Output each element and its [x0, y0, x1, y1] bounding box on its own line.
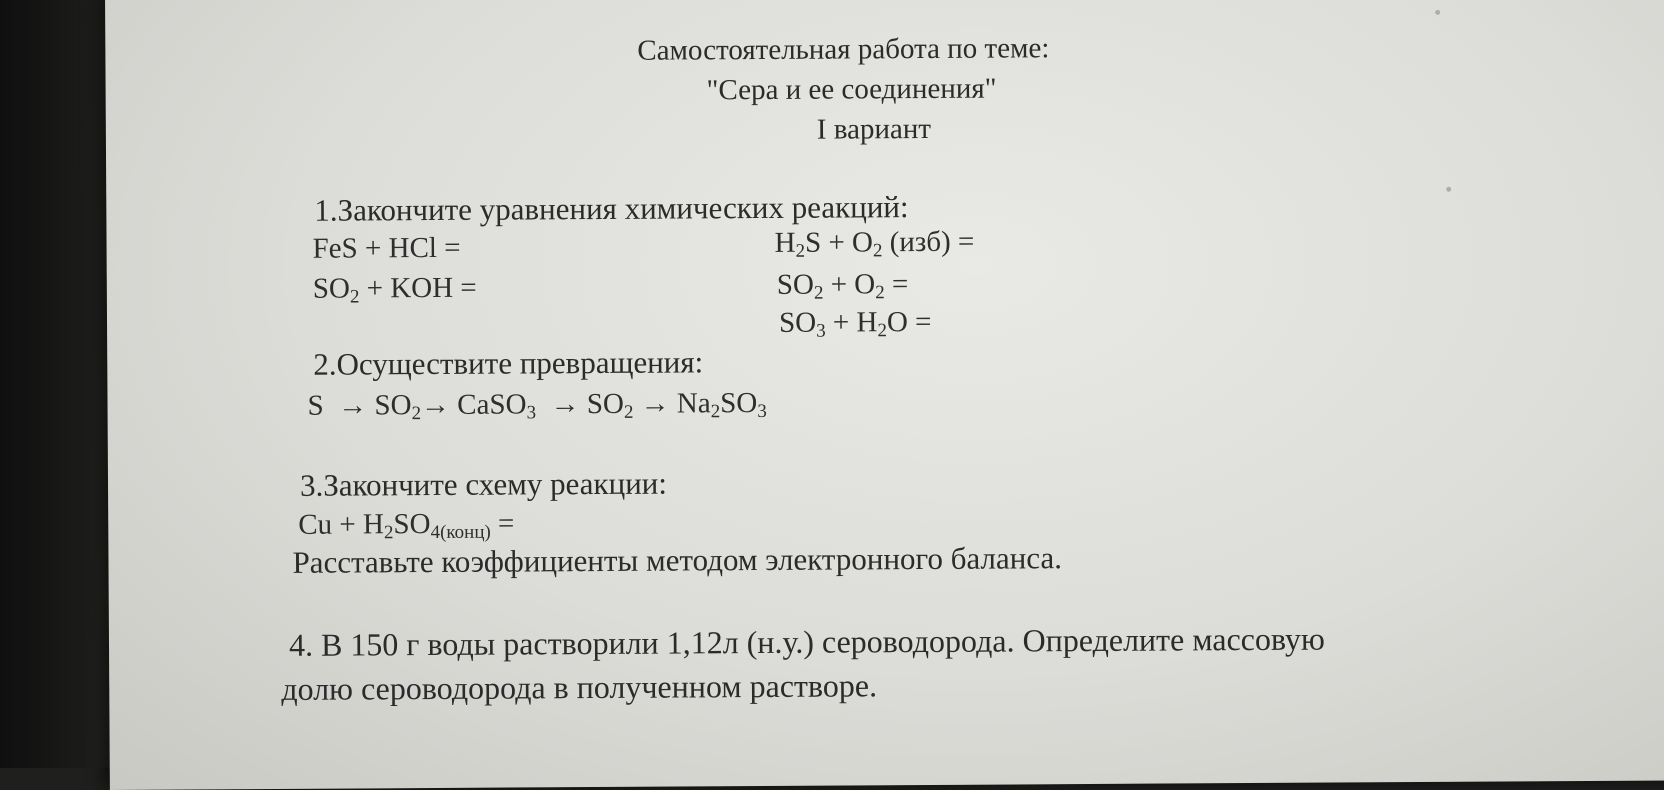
subscript: 4(конц): [430, 521, 491, 544]
subscript: 2: [872, 240, 883, 262]
subscript: 2: [813, 282, 824, 304]
formula-part: + KOH =: [359, 271, 477, 305]
formula-part: =: [490, 507, 515, 540]
worksheet-title: Самостоятельная работа по теме:: [637, 32, 1050, 67]
subscript: 3: [757, 400, 767, 423]
chain-step: → SO: [535, 387, 624, 421]
subscript: 2: [411, 403, 422, 425]
formula-part: =: [884, 268, 909, 301]
task3-heading: 3.Закончите схему реакции:: [299, 465, 668, 503]
formula-part: Cu + H: [298, 508, 385, 541]
chain-step: → Na: [633, 387, 711, 420]
chain-step: SO: [720, 387, 758, 420]
subscript: 2: [795, 240, 806, 262]
subscript: 2: [383, 522, 394, 544]
formula-part: SO: [393, 508, 431, 541]
task4-problem-line2: долю сероводорода в полученном растворе.: [281, 667, 878, 707]
paper-speck: [1435, 10, 1440, 15]
task1-equation-so2-o2: [776, 268, 909, 304]
subscript: 2: [349, 286, 360, 308]
task1-equation-h2s-o2: [774, 225, 975, 262]
dark-background-edge: [0, 0, 120, 768]
subscript: 2: [623, 401, 634, 423]
paper-speck: [1446, 187, 1451, 192]
formula-part: + O: [823, 268, 876, 301]
task3-equation-cu-h2so4: [298, 507, 515, 544]
task4-problem-line1: 4. В 150 г воды растворили 1,12л (н.у.) сероводорода. Определите массовую: [288, 620, 1325, 663]
task2-heading: 2.Осуществите превращения:: [313, 344, 704, 382]
worksheet-paper: [105, 0, 1664, 790]
subscript: 3: [526, 402, 537, 424]
subscript: 2: [710, 401, 721, 423]
formula-part: SO: [776, 268, 814, 301]
task1-equation-so3-h2o: [778, 305, 932, 342]
formula-part: (изб) =: [882, 225, 975, 259]
subscript: 3: [816, 320, 826, 342]
worksheet-topic: "Сера и ее соединения": [706, 72, 997, 107]
task2-transformation-chain: [307, 387, 767, 425]
task1-equation-so2-koh: [312, 271, 477, 308]
task1-heading: 1.Закончите уравнения химических реакций:: [314, 189, 909, 228]
chain-step: → CaSO: [420, 388, 527, 422]
formula-part: + H: [825, 306, 878, 339]
formula-part: SO: [312, 272, 351, 305]
formula-part: O =: [886, 305, 932, 339]
task3-instruction: Расставьте коэффициенты методом электронного баланса.: [292, 540, 1063, 580]
formula-part: S + O: [804, 226, 874, 259]
chain-step: S → SO: [307, 389, 412, 422]
formula-part: H: [774, 226, 796, 259]
subscript: 2: [877, 320, 888, 342]
formula-part: SO: [778, 306, 817, 339]
task1-equation-fes: FeS + HCl =: [312, 231, 461, 265]
worksheet-variant: I вариант: [816, 112, 932, 146]
subscript: 2: [875, 282, 885, 304]
